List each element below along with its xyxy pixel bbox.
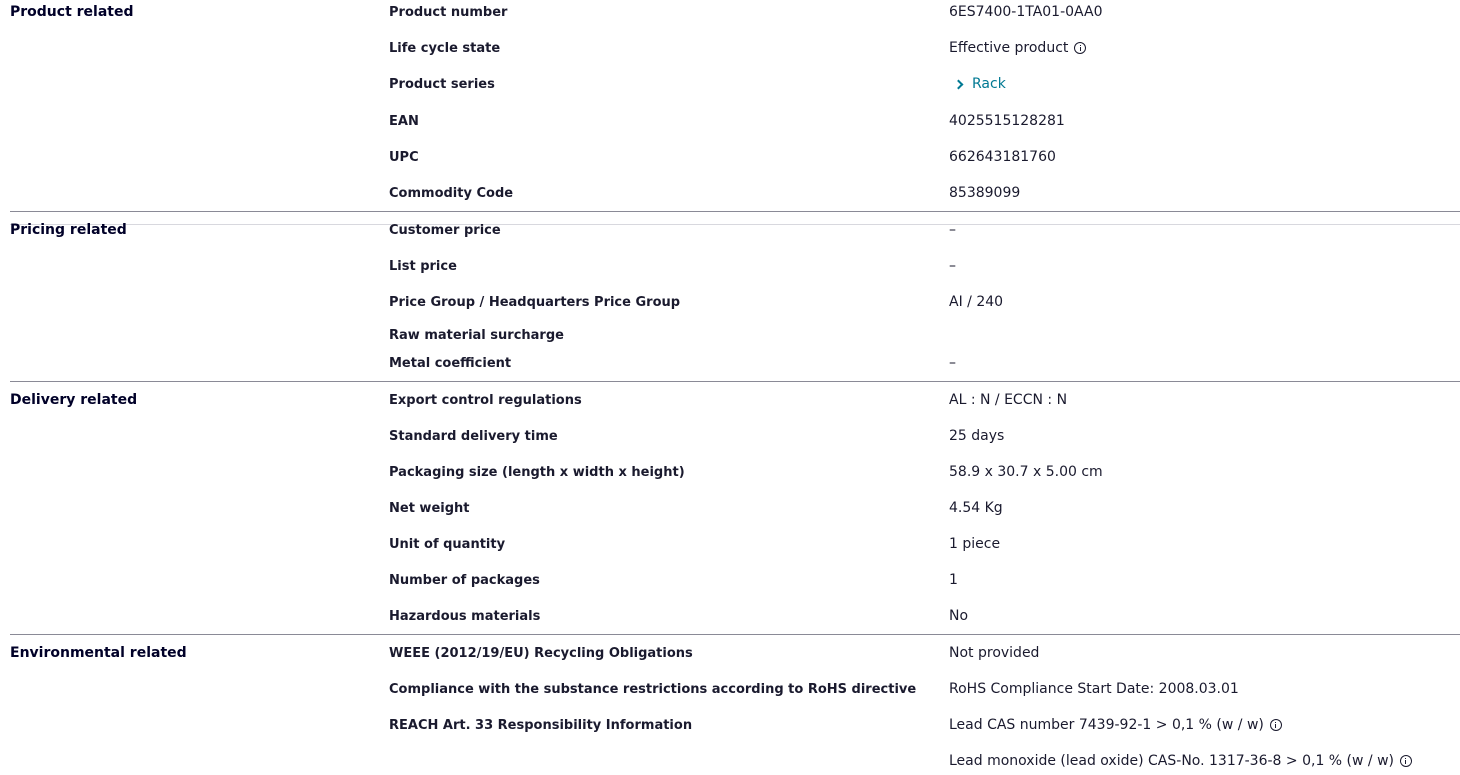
- row-label: Hazardous materials: [389, 609, 541, 624]
- row-label: Product series: [389, 77, 495, 92]
- row-value: [949, 114, 1065, 128]
- export-control-value: AL : N / ECCN : N: [949, 392, 1068, 408]
- row-value: [949, 393, 1067, 407]
- list-price-value: –: [949, 258, 956, 274]
- row-value: [949, 295, 1003, 309]
- chevron-right-icon: [954, 79, 964, 89]
- info-circle-icon[interactable]: [1074, 42, 1086, 54]
- row-value: [949, 501, 1003, 515]
- life-cycle-state-value: Effective product: [949, 40, 1069, 56]
- row-label: Customer price: [389, 223, 501, 238]
- row-label: Export control regulations: [389, 393, 582, 408]
- row-label: REACH Art. 33 Responsibility Information: [389, 718, 693, 733]
- packaging-size-value: 58.9 x 30.7 x 5.00 cm: [949, 464, 1103, 480]
- section-divider: [10, 211, 1460, 212]
- number-of-packages-value: 1: [949, 572, 958, 588]
- row-value: [949, 5, 1103, 19]
- commodity-code-value: 85389099: [949, 185, 1021, 201]
- row-value: [949, 41, 1086, 55]
- row-value: [949, 573, 958, 587]
- weee-value: Not provided: [949, 645, 1040, 661]
- section-title-product-related: Product related: [10, 4, 134, 20]
- row-value: [949, 718, 1282, 732]
- info-circle-icon[interactable]: [1270, 719, 1282, 731]
- row-label: EAN: [389, 114, 419, 129]
- product-series-link-label: Rack: [972, 76, 1006, 92]
- row-value: [949, 682, 1239, 696]
- row-label: Price Group / Headquarters Price Group: [389, 295, 681, 310]
- row-value: [949, 646, 1039, 660]
- row-value: [949, 465, 1103, 479]
- unit-of-quantity-value: 1 piece: [949, 536, 1001, 552]
- section-title-delivery-related: Delivery related: [10, 392, 138, 408]
- row-label: Raw material surcharge: [389, 328, 564, 343]
- row-label: Packaging size (length x width x height): [389, 465, 685, 480]
- row-value: [949, 186, 1020, 200]
- delivery-time-value: 25 days: [949, 428, 1005, 444]
- row-label: WEEE (2012/19/EU) Recycling Obligations: [389, 646, 693, 661]
- metal-coefficient-value: –: [949, 355, 956, 371]
- reach-lead-monoxide-value: Lead monoxide (lead oxide) CAS-No. 1317-36-8 > 0,1 % (w / w): [949, 753, 1394, 769]
- row-label: Net weight: [389, 501, 470, 516]
- row-value: [949, 537, 1000, 551]
- row-value: [949, 356, 956, 370]
- row-value: [949, 150, 1056, 164]
- customer-price-value: –: [949, 222, 956, 238]
- section-divider: [10, 634, 1460, 635]
- row-value: [949, 223, 956, 237]
- product-series-link[interactable]: [949, 77, 1006, 91]
- hazardous-materials-value: No: [949, 608, 969, 624]
- row-value: [949, 429, 1004, 443]
- row-label: Standard delivery time: [389, 429, 558, 444]
- row-label: Metal coefficient: [389, 356, 512, 371]
- section-title-environmental-related: Environmental related: [10, 645, 187, 661]
- row-value: [949, 609, 968, 623]
- info-circle-icon[interactable]: [1400, 755, 1412, 767]
- section-divider: [10, 224, 1460, 225]
- row-label: Unit of quantity: [389, 537, 506, 552]
- reach-lead-value: Lead CAS number 7439-92-1 > 0,1 % (w / w): [949, 717, 1264, 733]
- product-number-value: 6ES7400-1TA01-0AA0: [949, 4, 1103, 20]
- rohs-value: RoHS Compliance Start Date: 2008.03.01: [949, 681, 1239, 697]
- price-group-value: AI / 240: [949, 294, 1004, 310]
- section-divider: [10, 381, 1460, 382]
- row-label: Life cycle state: [389, 41, 501, 56]
- row-value: [949, 259, 956, 273]
- upc-value: 662643181760: [949, 149, 1056, 165]
- row-value: [949, 754, 1412, 768]
- ean-value: 4025515128281: [949, 113, 1065, 129]
- row-label: List price: [389, 259, 457, 274]
- row-value: [949, 77, 1006, 91]
- section-title-pricing-related: Pricing related: [10, 222, 127, 238]
- row-label: Product number: [389, 5, 508, 20]
- net-weight-value: 4.54 Kg: [949, 500, 1003, 516]
- row-label: UPC: [389, 150, 419, 165]
- row-label: Compliance with the substance restrictions according to RoHS directive: [389, 682, 917, 697]
- row-label: Number of packages: [389, 573, 540, 588]
- row-label: Commodity Code: [389, 186, 514, 201]
